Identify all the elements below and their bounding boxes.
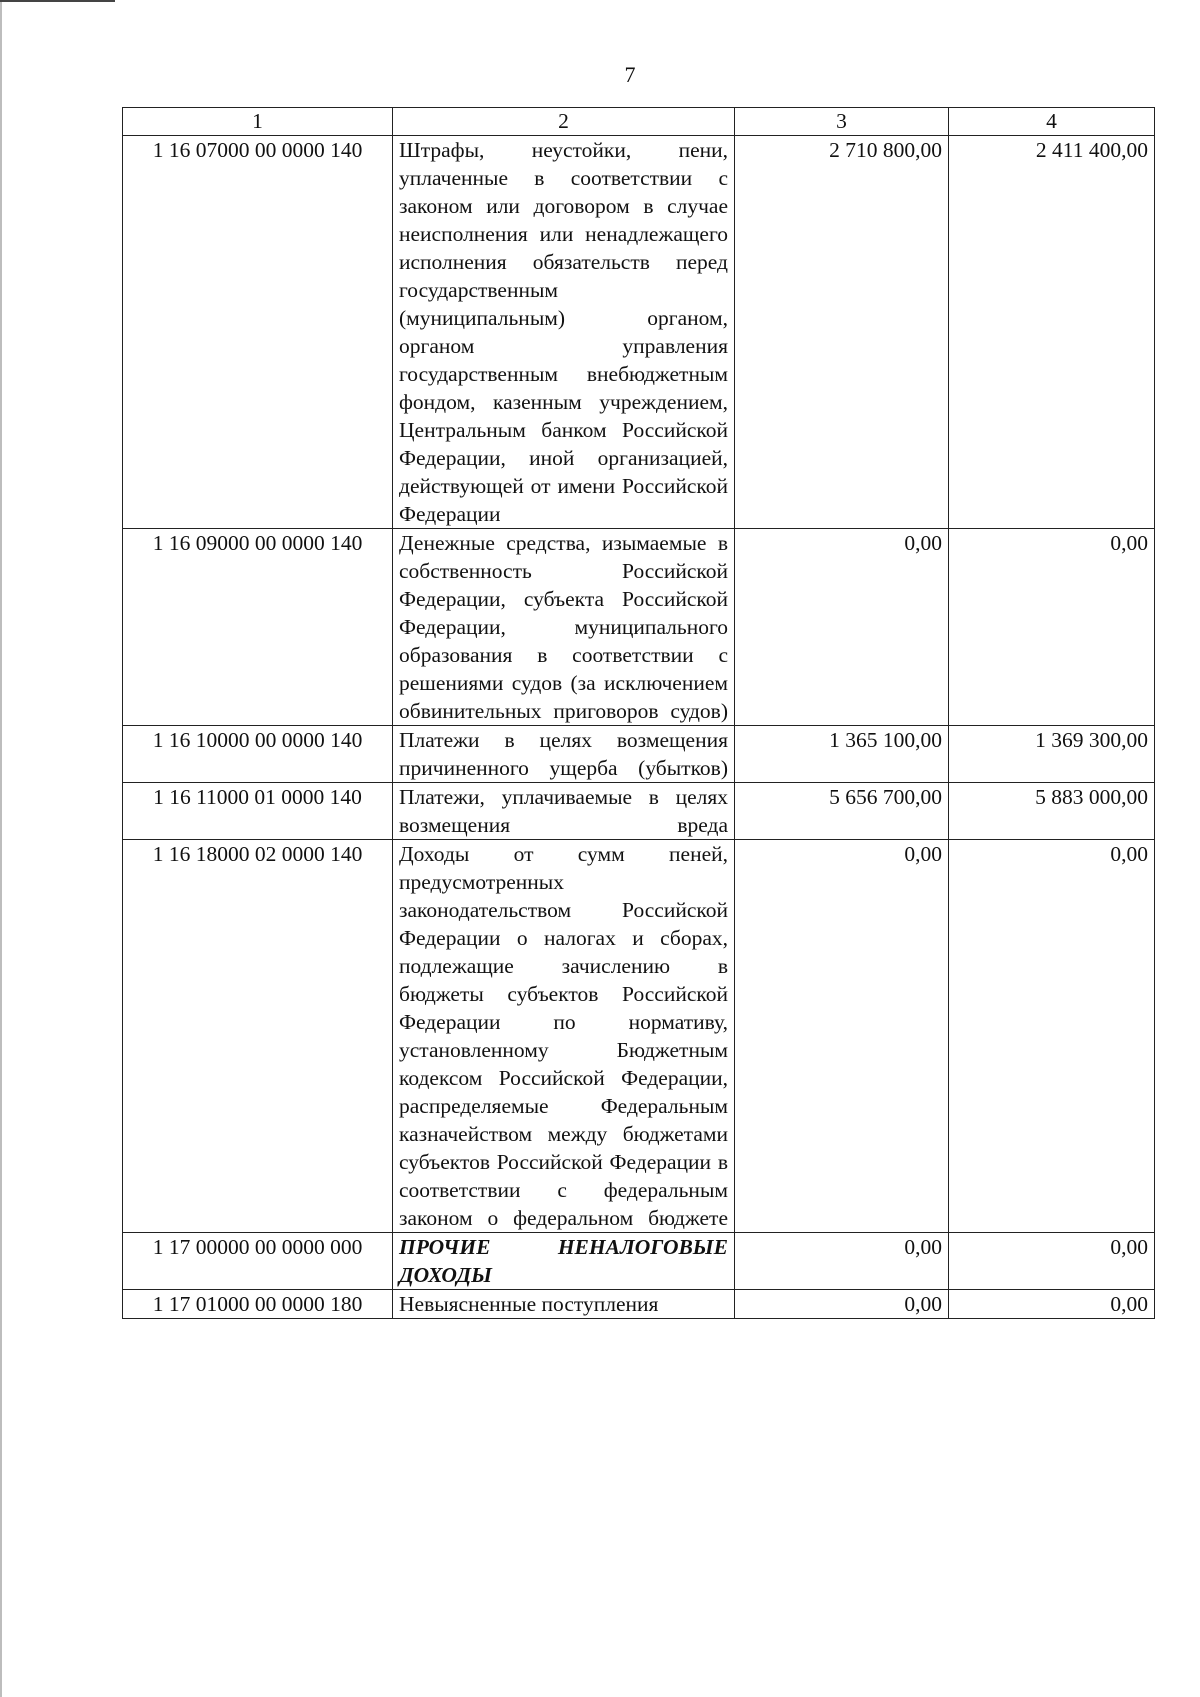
row-value-col3: 0,00	[735, 529, 949, 726]
row-code: 1 16 11000 01 0000 140	[123, 783, 393, 840]
row-description: Невыясненные поступления	[393, 1290, 735, 1319]
row-value-col3: 0,00	[735, 840, 949, 1233]
row-value-col4: 0,00	[949, 840, 1155, 1233]
row-value-col4: 0,00	[949, 1290, 1155, 1319]
header-row	[123, 108, 1155, 136]
header-col-3: 3	[735, 108, 949, 136]
scan-edge-top	[0, 0, 115, 2]
header-col-2: 2	[393, 108, 735, 136]
row-code: 1 16 07000 00 0000 140	[123, 136, 393, 529]
row-code: 1 16 09000 00 0000 140	[123, 529, 393, 726]
scan-edge-left	[0, 0, 2, 1697]
header-col-4: 4	[949, 108, 1155, 136]
table-row	[123, 1233, 1155, 1290]
row-value-col3: 5 656 700,00	[735, 783, 949, 840]
budget-table	[122, 107, 1155, 1319]
row-description: ПРОЧИЕ НЕНАЛОГОВЫЕ ДОХОДЫ	[393, 1233, 735, 1290]
table-row	[123, 783, 1155, 840]
row-code: 1 17 00000 00 0000 000	[123, 1233, 393, 1290]
row-value-col4: 1 369 300,00	[949, 726, 1155, 783]
row-value-col4: 0,00	[949, 1233, 1155, 1290]
row-code: 1 16 18000 02 0000 140	[123, 840, 393, 1233]
row-description: Платежи, уплачиваемые в целях возмещения вреда	[393, 783, 735, 840]
page-number: 7	[624, 62, 636, 87]
table-row	[123, 726, 1155, 783]
row-description: Денежные средства, изымаемые в собственность Российской Федерации, субъекта Российской Федерации, муниципального образования в соответствии с решениями судов (за исключением обвинительных приговоров судов)	[393, 529, 735, 726]
table-row	[123, 840, 1155, 1233]
table-row	[123, 1290, 1155, 1319]
row-description: Доходы от сумм пеней, предусмотренных законодательством Российской Федерации о налогах и сборах, подлежащие зачислению в бюджеты субъектов Российской Федерации по нормативу, установленному Бюджетным кодексом Российской Федерации, распределяемые Федеральным казначейством между бюджетами субъектов Российской Федерации в соответствии с федеральным законом о федеральном бюджете	[393, 840, 735, 1233]
row-description: Платежи в целях возмещения причиненного ущерба (убытков)	[393, 726, 735, 783]
row-value-col3: 0,00	[735, 1233, 949, 1290]
row-value-col3: 1 365 100,00	[735, 726, 949, 783]
table-row	[123, 529, 1155, 726]
row-value-col3: 2 710 800,00	[735, 136, 949, 529]
row-value-col4: 5 883 000,00	[949, 783, 1155, 840]
header-col-1: 1	[123, 108, 393, 136]
row-code: 1 17 01000 00 0000 180	[123, 1290, 393, 1319]
row-description: Штрафы, неустойки, пени, уплаченные в соответствии с законом или договором в случае неисполнения или ненадлежащего исполнения обязательств перед государственным (муниципальным) органом, органом управления государственным внебюджетным фондом, казенным учреждением, Центральным банком Российской Федерации, иной организацией, действующей от имени Российской Федерации	[393, 136, 735, 529]
row-code: 1 16 10000 00 0000 140	[123, 726, 393, 783]
row-value-col4: 2 411 400,00	[949, 136, 1155, 529]
row-value-col3: 0,00	[735, 1290, 949, 1319]
row-value-col4: 0,00	[949, 529, 1155, 726]
table-row	[123, 136, 1155, 529]
